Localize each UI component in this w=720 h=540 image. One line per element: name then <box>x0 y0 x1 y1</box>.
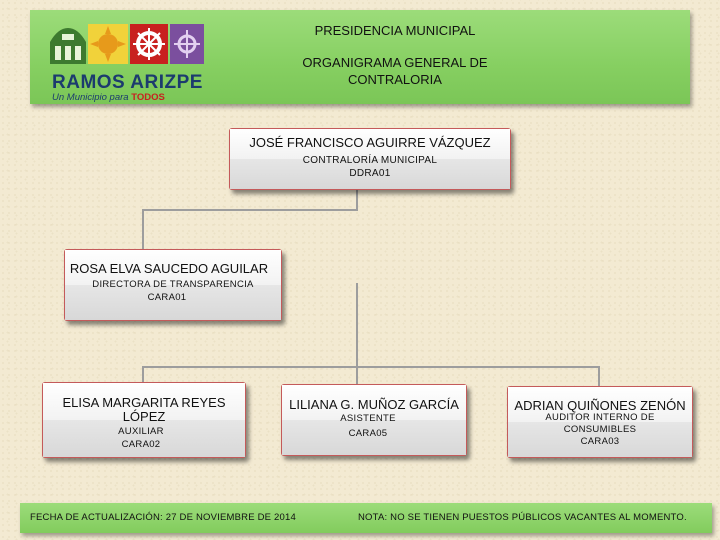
node-auxiliar-title: AUXILIAR <box>118 426 164 437</box>
node-auditor-code: CARA03 <box>580 436 620 447</box>
footer-banner <box>20 503 712 533</box>
node-auxiliar <box>42 382 246 458</box>
municipal-logo <box>48 20 208 103</box>
node-contralor-code: DDRA01 <box>349 168 391 179</box>
node-contralor-name: JOSÉ FRANCISCO AGUIRRE VÁZQUEZ <box>249 135 491 150</box>
footer-note: NOTA: NO SE TIENEN PUESTOS PÚBLICOS VACANTES AL MOMENTO. <box>358 512 687 523</box>
connector-horizontal-upper <box>143 209 358 211</box>
connector-top-down <box>356 190 358 210</box>
node-auxiliar-name-2: LÓPEZ <box>122 409 166 424</box>
node-asistente <box>281 384 467 456</box>
node-auditor-subtitle: CONSUMIBLES <box>563 424 637 435</box>
node-asistente-code: CARA05 <box>348 428 388 439</box>
logo-tagline-text: Un Municipio para <box>52 92 132 103</box>
logo-sun-icon <box>88 24 128 64</box>
logo-tagline <box>52 92 165 103</box>
node-auditor-name: ADRIAN QUIÑONES ZENÓN <box>514 398 686 413</box>
node-auditor-title: AUDITOR INTERNO DE <box>545 412 655 423</box>
node-auxiliar-code: CARA02 <box>121 439 161 450</box>
node-director-transparencia <box>64 249 282 321</box>
connector-right-down <box>598 366 600 386</box>
logo-gear-icon <box>130 24 168 64</box>
connector-horizontal-lower <box>142 366 600 368</box>
header-subtitle-2: CONTRALORIA <box>348 72 442 87</box>
logo-graphic <box>48 20 208 72</box>
footer-updated-date: FECHA DE ACTUALIZACIÓN: 27 DE NOVIEMBRE DE 2014 <box>30 512 296 523</box>
node-director-title: DIRECTORA DE TRANSPARENCIA <box>92 279 254 290</box>
node-asistente-name: LILIANA G. MUÑOZ GARCÍA <box>289 397 459 412</box>
header-banner <box>30 10 690 104</box>
logo-flower-icon <box>170 24 204 64</box>
node-contralor-title: CONTRALORÍA MUNICIPAL <box>302 155 438 166</box>
connector-upper-left-down <box>142 209 144 249</box>
node-contralor <box>229 128 511 190</box>
logo-building-icon <box>50 28 86 64</box>
node-auxiliar-name-1: ELISA MARGARITA REYES <box>62 395 226 410</box>
node-director-code: CARA01 <box>147 292 187 303</box>
connector-left-down <box>142 366 144 382</box>
header-title: PRESIDENCIA MUNICIPAL <box>314 23 476 38</box>
node-auditor <box>507 386 693 458</box>
logo-tagline-emphasis: TODOS <box>131 92 165 103</box>
connector-center-down <box>356 366 358 384</box>
node-director-name: ROSA ELVA SAUCEDO AGUILAR <box>69 261 269 276</box>
header-subtitle-1: ORGANIGRAMA GENERAL DE <box>302 55 488 70</box>
connector-center-trunk <box>356 283 358 367</box>
logo-name: RAMOS ARIZPE <box>52 72 203 93</box>
node-asistente-title: ASISTENTE <box>340 413 396 424</box>
